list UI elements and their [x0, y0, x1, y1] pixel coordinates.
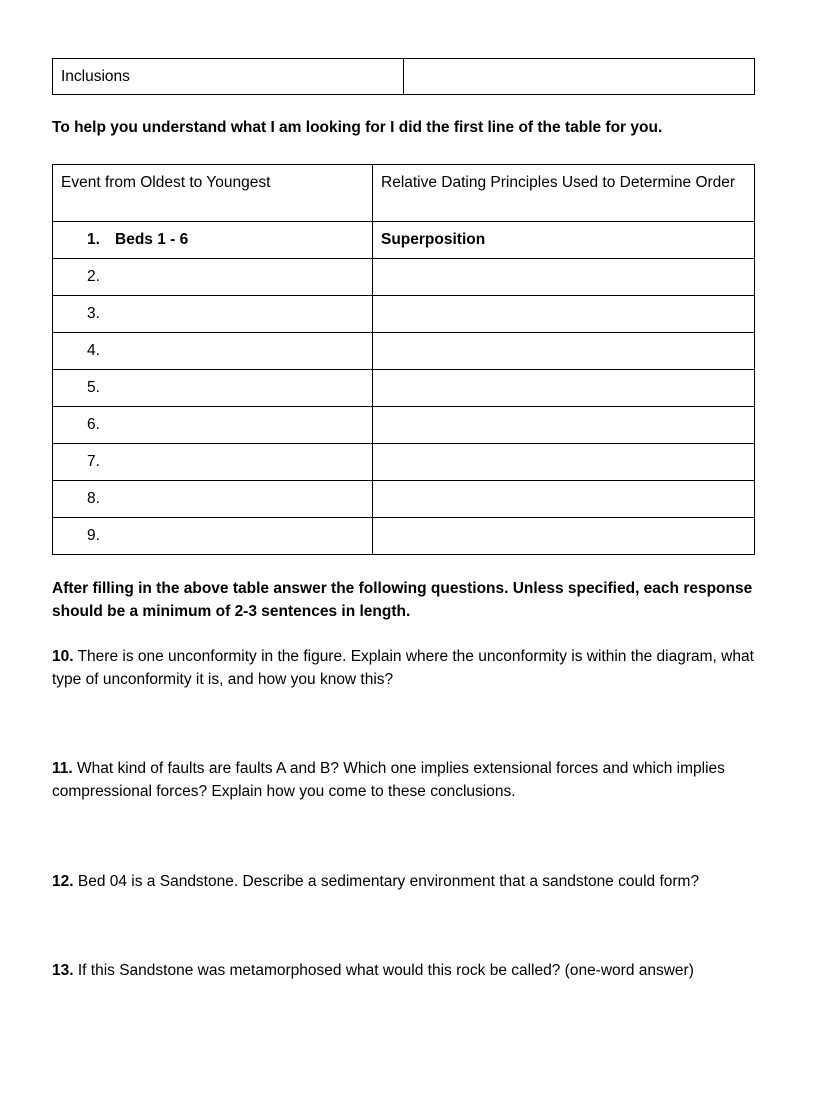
row-number: 4.: [87, 342, 100, 359]
question-number: 13.: [52, 962, 74, 979]
events-table: [52, 164, 755, 555]
header-event: Event from Oldest to Youngest: [53, 165, 373, 222]
principle-cell[interactable]: [373, 444, 755, 481]
question-12: [52, 870, 772, 893]
questions-instructions: After filling in the above table answer the following questions. Unless specified, each response should be a minimum of 2-3 sentences in length.: [52, 580, 753, 620]
inclusions-table: [52, 58, 755, 95]
event-cell[interactable]: [53, 296, 373, 333]
row-number: 9.: [87, 527, 100, 544]
principle-cell[interactable]: [373, 296, 755, 333]
table-row: [53, 444, 755, 481]
question-text: What kind of faults are faults A and B? Which one implies extensional forces and which implies compressional forces? Explain how you come to these conclusions.: [52, 760, 725, 800]
table-row: [53, 222, 755, 259]
principle-cell[interactable]: [373, 333, 755, 370]
event-cell[interactable]: [53, 259, 373, 296]
table-row: [53, 333, 755, 370]
question-number: 10.: [52, 648, 74, 665]
row-number: 7.: [87, 453, 100, 470]
row-number: 6.: [87, 416, 100, 433]
inclusions-answer-cell[interactable]: [404, 59, 755, 95]
principle-cell[interactable]: [373, 370, 755, 407]
principle-cell[interactable]: Superposition: [373, 222, 755, 259]
row-number: 5.: [87, 379, 100, 396]
event-cell[interactable]: [53, 518, 373, 555]
table-row: [53, 259, 755, 296]
table-row: [53, 370, 755, 407]
event-cell[interactable]: [53, 370, 373, 407]
event-cell[interactable]: [53, 222, 373, 259]
question-11: [52, 757, 772, 803]
event-text: Beds 1 - 6: [115, 231, 189, 248]
question-13: [52, 959, 772, 982]
row-number: 1.: [87, 231, 100, 248]
question-text: Bed 04 is a Sandstone. Describe a sedimentary environment that a sandstone could form?: [77, 873, 700, 890]
question-10: [52, 645, 772, 691]
inclusions-label: Inclusions: [53, 59, 404, 95]
event-cell[interactable]: [53, 444, 373, 481]
event-cell[interactable]: [53, 333, 373, 370]
principle-cell[interactable]: [373, 259, 755, 296]
header-principle: Relative Dating Principles Used to Determine Order: [373, 165, 755, 222]
table-row: [53, 518, 755, 555]
table-row: [53, 407, 755, 444]
table-row: [53, 59, 755, 95]
table-header-row: [53, 165, 755, 222]
principle-cell[interactable]: [373, 518, 755, 555]
question-number: 11.: [52, 760, 73, 777]
intro-instruction: To help you understand what I am looking for I did the first line of the table for you.: [52, 119, 663, 136]
row-number: 8.: [87, 490, 100, 507]
principle-cell[interactable]: [373, 407, 755, 444]
question-number: 12.: [52, 873, 74, 890]
event-cell[interactable]: [53, 407, 373, 444]
row-number: 2.: [87, 268, 100, 285]
table-row: [53, 481, 755, 518]
table-row: [53, 296, 755, 333]
question-text: There is one unconformity in the figure. Explain where the unconformity is within the diagram, what type of unconformity it is, and how you know this?: [52, 648, 754, 688]
principle-cell[interactable]: [373, 481, 755, 518]
question-text: If this Sandstone was metamorphosed what would this rock be called? (one-word answer): [77, 962, 694, 979]
event-cell[interactable]: [53, 481, 373, 518]
row-number: 3.: [87, 305, 100, 322]
